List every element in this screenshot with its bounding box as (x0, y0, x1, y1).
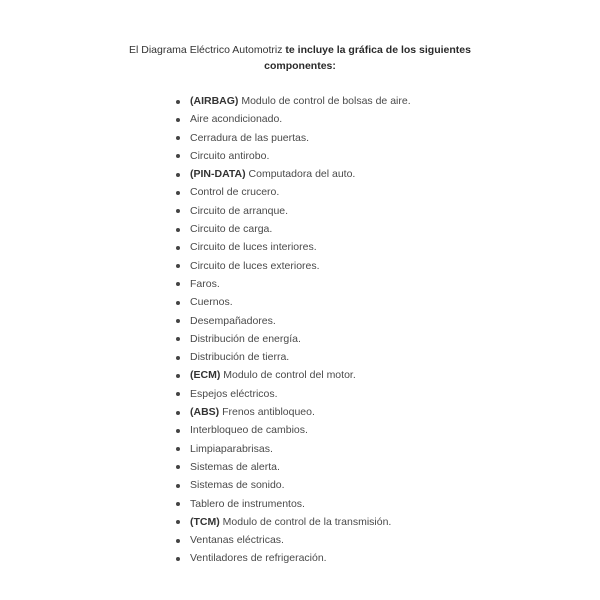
list-item-text: Ventanas eléctricas. (190, 534, 284, 547)
list-item (174, 220, 411, 238)
list-item-text: Sistemas de sonido. (190, 479, 285, 492)
bullet-icon (176, 374, 180, 378)
list-item-code: (PIN-DATA) (190, 168, 246, 181)
bullet-icon (176, 319, 180, 323)
list-item-code: (TCM) (190, 515, 220, 528)
list-item (174, 293, 411, 311)
list-item-text: Circuito de arranque. (190, 204, 289, 217)
list-item (174, 495, 411, 513)
list-item-text: Computadora del auto. (248, 168, 356, 181)
list-item (174, 202, 411, 220)
bullet-icon (176, 392, 180, 396)
bullet-icon (176, 484, 180, 488)
list-item (174, 312, 411, 330)
list-item-text: Cuernos. (190, 296, 233, 309)
bullet-icon (176, 154, 180, 158)
list-item-text: Aire acondicionado. (190, 113, 283, 126)
list-item-code: (AIRBAG) (190, 95, 239, 107)
list-item-text: Cerradura de las puertas. (190, 131, 310, 144)
bullet-icon (176, 411, 180, 415)
list-item (174, 129, 411, 147)
list-item-text: Ventiladores de refrigeración. (190, 552, 327, 565)
bullet-icon (176, 264, 180, 268)
list-item-text: Modulo de control del motor. (223, 369, 356, 382)
intro-normal-text: El Diagrama Eléctrico Automotriz (129, 44, 283, 56)
bullet-icon (176, 209, 180, 213)
bullet-icon (176, 173, 180, 177)
bullet-icon (176, 100, 180, 104)
list-item-text: Interbloqueo de cambios. (190, 424, 308, 437)
list-item (174, 257, 411, 275)
bullet-icon (176, 228, 180, 232)
list-item (174, 440, 411, 458)
list-item (174, 165, 411, 183)
bullet-icon (176, 246, 180, 250)
list-item-code: (ABS) (190, 406, 220, 419)
list-item (174, 275, 411, 293)
bullet-icon (176, 136, 180, 140)
list-item (174, 238, 411, 256)
bullet-icon (176, 356, 180, 360)
bullet-icon (176, 557, 180, 561)
components-list (174, 92, 411, 568)
list-item (174, 513, 411, 531)
list-item (174, 348, 411, 366)
list-item-text: Faros. (190, 277, 220, 290)
list-item-text: Limpiaparabrisas. (190, 442, 273, 455)
list-item (174, 110, 411, 128)
list-item-code: (ECM) (190, 369, 221, 382)
list-item-text: Sistemas de alerta. (190, 460, 280, 473)
intro-bold-text-line2: componentes: (264, 60, 336, 72)
list-item-text: Circuito de carga. (190, 223, 273, 236)
list-item-text: Circuito de luces interiores. (190, 241, 317, 254)
bullet-icon (176, 465, 180, 469)
intro-paragraph (0, 42, 600, 74)
list-item-text: Espejos eléctricos. (190, 387, 278, 400)
bullet-icon (176, 502, 180, 506)
list-item (174, 531, 411, 549)
list-item-text: Distribución de tierra. (190, 351, 290, 364)
bullet-icon (176, 301, 180, 305)
list-item-text: Modulo de control de bolsas de aire. (241, 95, 411, 107)
list-item (174, 147, 411, 165)
list-item-text: Frenos antibloqueo. (222, 406, 315, 419)
list-item-text: Modulo de control de la transmisión. (222, 515, 392, 528)
list-item (174, 458, 411, 476)
list-item (174, 366, 411, 384)
bullet-icon (176, 520, 180, 524)
bullet-icon (176, 337, 180, 341)
list-item-text: Circuito de luces exteriores. (190, 259, 320, 272)
list-item-text: Desempañadores. (190, 314, 276, 327)
list-item (174, 476, 411, 494)
bullet-icon (176, 429, 180, 433)
bullet-icon (176, 539, 180, 543)
list-item (174, 92, 411, 110)
list-item (174, 330, 411, 348)
bullet-icon (176, 191, 180, 195)
list-item (174, 385, 411, 403)
list-item (174, 403, 411, 421)
list-item (174, 183, 411, 201)
intro-bold-text-line1: te incluye la gráfica de los siguientes (285, 44, 471, 56)
list-item-text: Tablero de instrumentos. (190, 497, 305, 510)
list-item-text: Circuito antirobo. (190, 149, 270, 162)
list-item (174, 549, 411, 567)
bullet-icon (176, 118, 180, 122)
bullet-icon (176, 447, 180, 451)
list-item-text: Control de crucero. (190, 186, 280, 199)
bullet-icon (176, 282, 180, 286)
list-item (174, 421, 411, 439)
list-item-text: Distribución de energía. (190, 332, 301, 345)
